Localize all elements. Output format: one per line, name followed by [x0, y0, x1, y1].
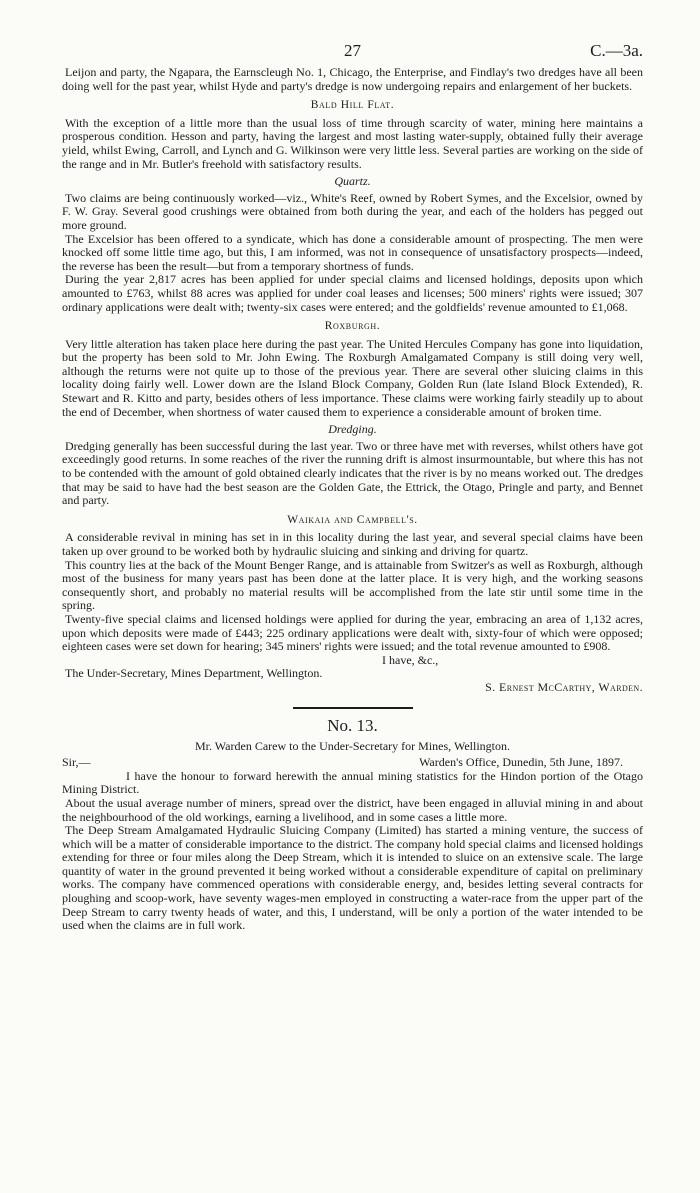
document-code: C.—3a. [590, 41, 643, 60]
paragraph-deep-stream: The Deep Stream Amalgamated Hydraulic Sluicing Company (Limited) has started a mining venture, the success of which will be a matter of considerable importance to the district. The company hold special claims and licensed holdings extending for three or four miles along the Deep Stream, which it is intended to sluice on an extensive scale. The large quantity of water in the ground prevented it being worked without a considerable expenditure of capital on preliminary works. The company have commenced operations with considerable energy, and, besides letting several contracts for ploughing and scoop-work, have seventy wages-men employed in constructing a water-race from the upper part of the Deep Stream to carry twenty heads of water, and this, I understand, will be only a portion of the water intended to be used when the claims are in full work. [62, 823, 643, 933]
salutation: Sir,— [62, 754, 91, 769]
paragraph-dredges-continued: Leijon and party, the Ngapara, the Earnscleugh No. 1, Chicago, the Enterprise, and Findlay's two dredges have all been doing well for the past year, whilst Hyde and party's dredge is now undergoing repairs and enlargement of her buckets. [62, 65, 643, 93]
section-heading-dredging: Dredging. [328, 422, 377, 437]
section-heading-quartz: Quartz. [334, 174, 371, 189]
paragraph-quartz-claims: Two claims are being continuously worked—viz., White's Reef, owned by Robert Symes, and the Excelsior, owned by F. W. Gray. Several good crushings were obtained from both during the year, and each of the holders has pegged out more ground. [62, 190, 643, 232]
section-heading-bald-hill-flat: Bald Hill Flat. [310, 99, 395, 112]
paragraph-excelsior: The Excelsior has been offered to a syndicate, which has done a considerable amount of prospecting. The men were knocked off some little time ago, but this, I am informed, was not in consequence of unsatisfactory prospects—indeed, the reverse has been the result—but from a temporary shortness of funds. [62, 231, 643, 273]
document-page [62, 40, 643, 933]
addressee: The Under-Secretary, Mines Department, Wellington. [65, 666, 323, 681]
section-heading-roxburgh: Roxburgh. [324, 320, 381, 333]
paragraph-miners: About the usual average number of miners, spread over the district, have been engaged in alluvial mining in and about the neighbourhood of the old workings, earning a livelihood, and in some cases a little more. [62, 795, 643, 824]
signoff: I have, &c., [382, 652, 439, 667]
office-date-line: Warden's Office, Dunedin, 5th June, 1897. [419, 754, 623, 769]
paragraph-waikaia-statistics: Twenty-five special claims and licensed holdings were applied for during the year, embracing an area of 1,132 acres, upon which deposits were made of £443; 225 ordinary applications were dealt with, sixty-four of which were opposed; eighteen cases were set down for hearing; 345 miners' rights were issued; and the total revenue amounted to £908. [62, 611, 643, 654]
paragraph-waikaia-revival: A considerable revival in mining has set in in this locality during the last year, and several special claims have been taken up over ground to be worked both by hydraulic sluicing and sinking and driving for quartz. [62, 530, 643, 558]
paragraph-waikaia-country: This country lies at the back of the Mount Benger Range, and is attainable from Switzer's as well as Roxburgh, although most of the business for many years past has been done at the latter place. It is very high, and the working seasons consequently short, and probably no material results will be accomplished from the late stir until some time in the spring. [62, 557, 643, 613]
paragraph-roxburgh: Very little alteration has taken place here during the past year. The United Hercules Company has gone into liquidation, but the property has been sold to Mr. John Ewing. The Roxburgh Amalgamated Company is still doing very well, although the returns were not quite up to those of the previous year. There are several other sluicing claims in this locality doing fairly well. Lower down are the Island Block Company, Golden Run (late Island Block Extended), R. Stewart and R. Kitto and party, besides others of less importance. These claims were working fairly steadily up to about the end of December, when shortness of water caused them to experience a considerable amount of broken time. [62, 336, 643, 419]
paragraph-letter-intro: I have the honour to forward herewith the annual mining statistics for the Hindon portion of the Otago Mining District. [62, 768, 643, 797]
section-divider [293, 707, 413, 709]
section-heading-waikaia: Waikaia and Campbell's. [287, 513, 418, 526]
page-header [62, 40, 643, 66]
letter-title: Mr. Warden Carew to the Under-Secretary for Mines, Wellington. [195, 739, 510, 754]
warden-signature: S. Ernest McCarthy, Warden. [485, 679, 643, 694]
page-number: 27 [344, 41, 361, 60]
paragraph-bald-hill: With the exception of a little more than the usual loss of time through scarcity of water, mining here maintains a prosperous condition. Hesson and party, having the largest and most lasting water-supply, obtained fully their average yield, whilst Ewing, Carroll, and Lynch and G. Wilkinson were very little less. Several parties are working on the side of the range and in Mr. Butler's freehold with satisfactory results. [62, 115, 643, 171]
salutation-row [62, 756, 643, 770]
paragraph-statistics: During the year 2,817 acres has been applied for under special claims and licensed holdings, deposits upon which amounted to £763, whilst 88 acres was applied for under coal leases and licenses; 500 miners' rights were issued; 307 ordinary applications were dealt with; twenty-six cases were entered; and the goldfields' revenue amounted to £1,068. [62, 272, 643, 314]
letter-number-heading: No. 13. [327, 715, 378, 735]
paragraph-dredging: Dredging generally has been successful during the last year. Two or three have met with reverses, whilst others have got exceedingly good returns. In some reaches of the river the running drift is almost insurmountable, but where this has not to be contended with the amount of gold obtained clearly indicates that the river is by no means worked out. The dredges that may be said to have had the best season are the Golden Gate, the Ettrick, the Otago, Pringle and party, and Bennet and party. [62, 438, 643, 508]
